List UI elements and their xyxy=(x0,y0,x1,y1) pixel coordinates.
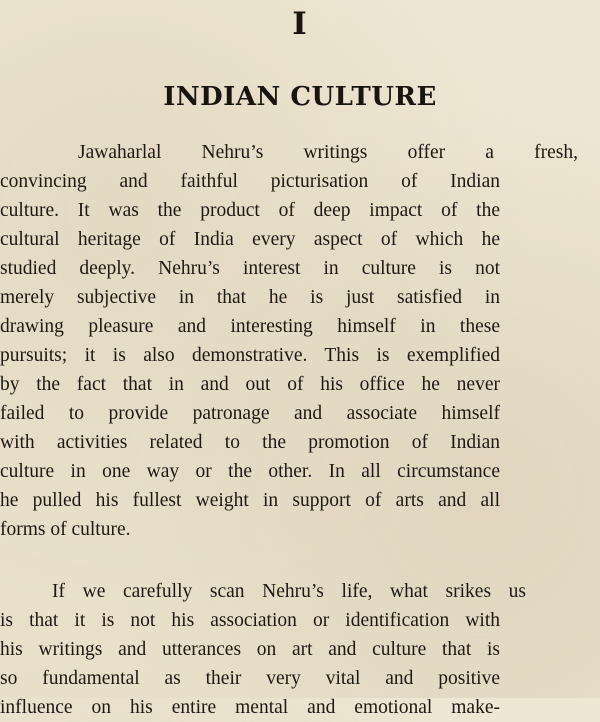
text-line: is that it is not his association or identification with xyxy=(0,610,500,631)
text-line: so fundamental as their very vital and positive xyxy=(0,668,500,689)
text-line: cultural heritage of India every aspect of which he xyxy=(0,229,500,250)
text-line: he pulled his fullest weight in support of arts and all xyxy=(0,490,500,511)
text-line: drawing pleasure and interesting himself in these xyxy=(0,316,500,337)
text-line: pursuits; it is also demonstrative. This is exemplified xyxy=(0,345,500,366)
chapter-number: I xyxy=(292,6,308,42)
text-line: culture. It was the product of deep impact of the xyxy=(0,200,500,221)
text-line: convincing and faithful picturisation of Indian xyxy=(0,171,500,192)
text-line: merely subjective in that he is just satisfied in xyxy=(0,287,500,308)
chapter-title: INDIAN CULTURE xyxy=(163,82,437,112)
text-line: by the fact that in and out of his office he never xyxy=(0,374,500,395)
text-line: his writings and utterances on art and culture that is xyxy=(0,639,500,660)
text-line: influence on his entire mental and emotional make- xyxy=(0,697,500,718)
text-line: with activities related to the promotion of Indian xyxy=(0,432,500,453)
text-line: failed to provide patronage and associate himself xyxy=(0,403,500,424)
text-line: If we carefully scan Nehru’s life, what srikes us xyxy=(52,581,526,602)
text-line: studied deeply. Nehru’s interest in culture is not xyxy=(0,258,500,279)
text-line: Jawaharlal Nehru’s writings offer a fresh, xyxy=(78,142,578,163)
paragraph-gap xyxy=(78,544,578,577)
text-line: culture in one way or the other. In all circumstance xyxy=(0,461,500,482)
text-line: forms of culture. xyxy=(0,519,131,540)
paragraph-1 xyxy=(0,138,578,544)
body-text xyxy=(0,138,578,722)
paragraph-2 xyxy=(0,577,578,722)
